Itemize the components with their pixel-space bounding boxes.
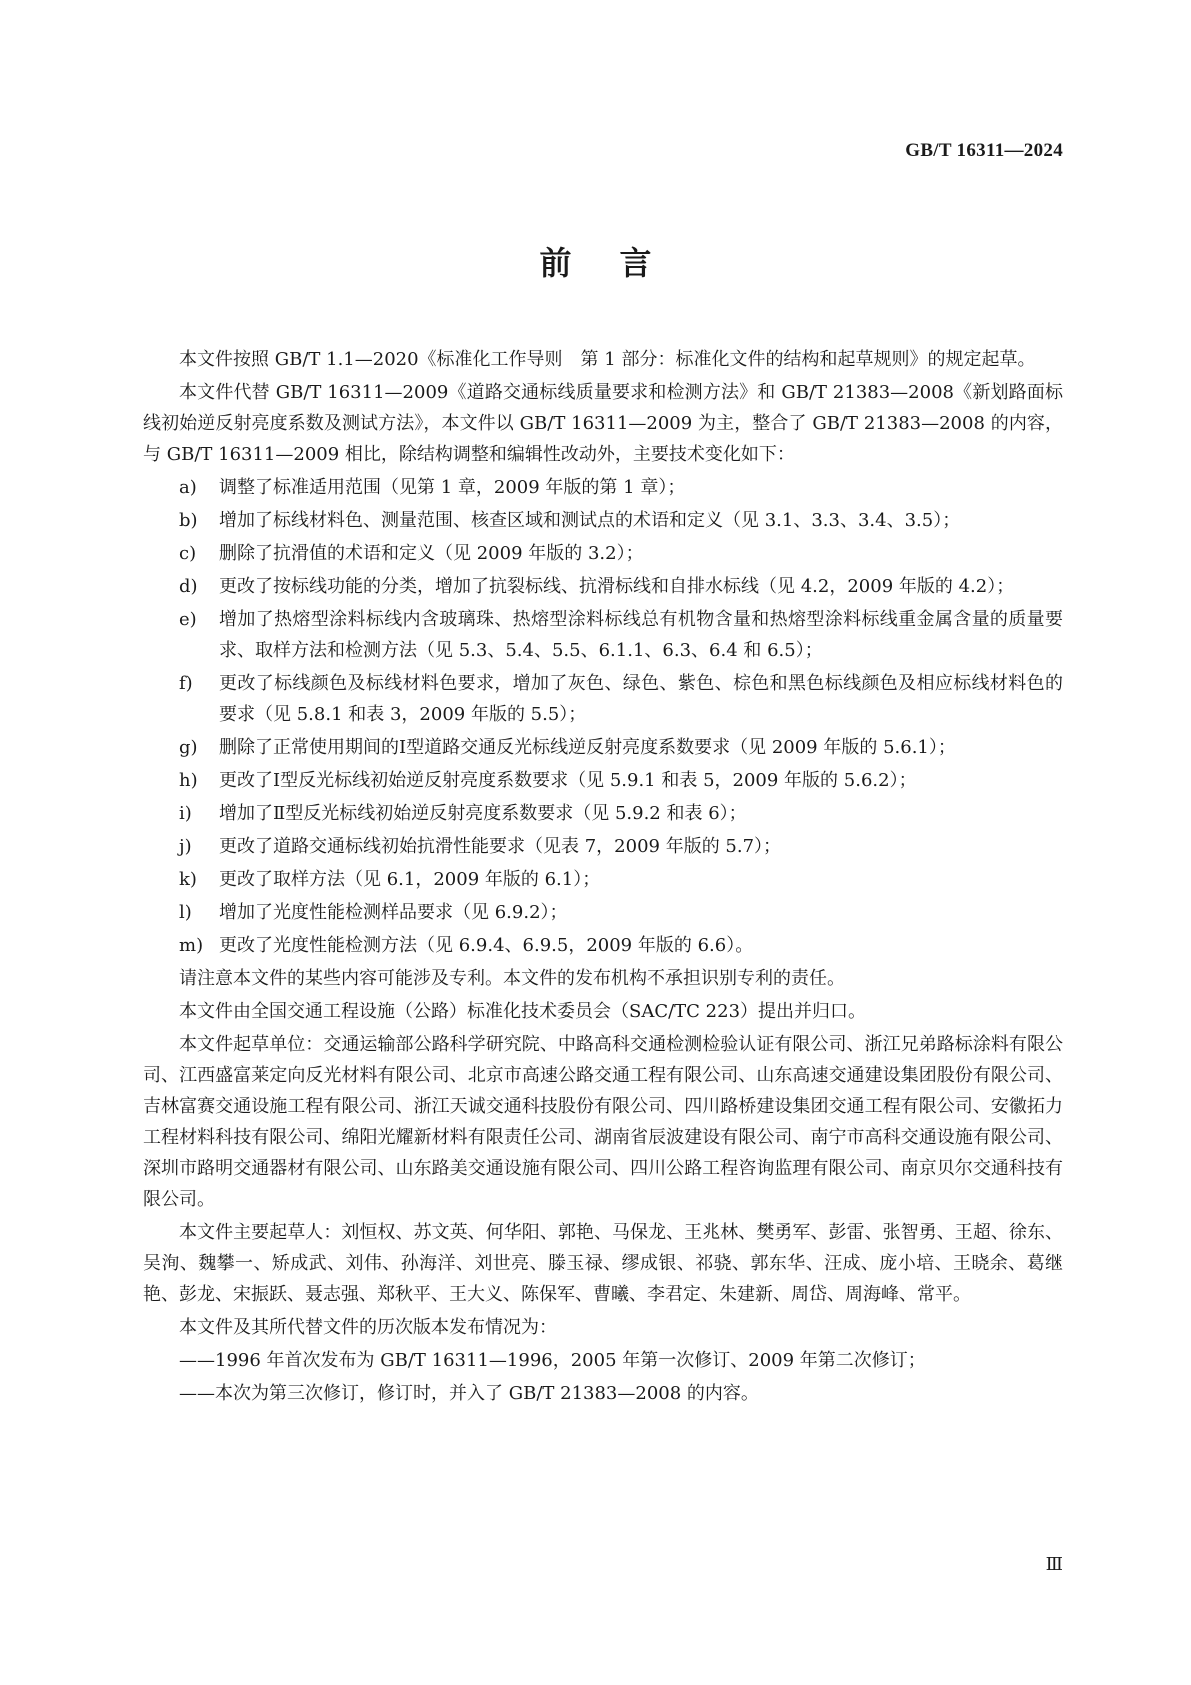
paragraph-replacement: 本文件代替 GB/T 16311—2009《道路交通标线质量要求和检测方法》和 GB/T 21383—2008《新划路面标线初始逆反射亮度系数及测试方法》，本文件以 GB/T 16311—2009 为主，整合了 GB/T 21383—2008 的内容，与 GB/T 16311—2009 相比，除结构调整和编辑性改动外，主要技术变化如下： [143,382,1063,465]
list-marker: c) [179,543,197,564]
list-item [143,930,1063,961]
list-item [143,668,1063,730]
list-marker: h) [179,770,198,791]
list-marker: f) [179,673,193,694]
list-item [143,472,1063,503]
list-text: 删除了抗滑值的术语和定义（见 2009 年版的 3.2）； [219,543,644,564]
list-text: 更改了取样方法（见 6.1，2009 年版的 6.1）； [219,869,601,890]
list-marker: m) [179,935,204,956]
paragraph-drafting-units: 本文件起草单位：交通运输部公路科学研究院、中路高科交通检测检验认证有限公司、浙江兄弟路标涂料有限公司、江西盛富莱定向反光材料有限公司、北京市高速公路交通工程有限公司、山东高速交通建设集团股份有限公司、吉林富赛交通设施工程有限公司、浙江天诚交通科技股份有限公司、四川路桥建设集团交通工程有限公司、安徽拓力工程材料科技有限公司、绵阳光耀新材料有限责任公司、湖南省辰波建设有限公司、南宁市高科交通设施有限公司、深圳市路明交通器材有限公司、山东路美交通设施有限公司、四川公路工程咨询监理有限公司、南京贝尔交通科技有限公司。 [143,1034,1063,1210]
paragraph-drafters: 本文件主要起草人：刘恒权、苏文英、何华阳、郭艳、马保龙、王兆林、樊勇军、彭雷、张智勇、王超、徐东、吴洵、魏攀一、矫成武、刘伟、孙海洋、刘世亮、滕玉禄、缪成银、祁骁、郭东华、汪成、庞小培、王晓余、葛继艳、彭龙、宋振跃、聂志强、郑秋平、王大义、陈保军、曹曦、李君定、朱建新、周岱、周海峰、常平。 [143,1222,1063,1305]
list-item [143,897,1063,928]
paragraph-committee: 本文件由全国交通工程设施（公路）标准化技术委员会（SAC/TC 223）提出并归口。 [179,1001,867,1022]
history-item: ——本次为第三次修订，修订时，并入了 GB/T 21383—2008 的内容。 [179,1383,759,1404]
list-marker: a) [179,477,197,498]
list-item [143,505,1063,536]
page-number: Ⅲ [1045,1554,1063,1574]
paragraph-patent-notice: 请注意本文件的某些内容可能涉及专利。本文件的发布机构不承担识别专利的责任。 [179,968,845,989]
list-text: 删除了正常使用期间的Ⅰ型道路交通反光标线逆反射亮度系数要求（见 2009 年版的 5.6.1）； [219,737,956,758]
list-text: 增加了热熔型涂料标线内含玻璃珠、热熔型涂料标线总有机物含量和热熔型涂料标线重金属含量的质量要求、取样方法和检测方法（见 5.3、5.4、5.5、6.1.1、6.3、6.4 和 6.5）； [219,609,1063,661]
list-marker: b) [179,510,198,531]
list-text: 更改了Ⅰ型反光标线初始逆反射亮度系数要求（见 5.9.1 和表 5，2009 年版的 5.6.2）； [219,770,917,791]
list-text: 增加了Ⅱ型反光标线初始逆反射亮度系数要求（见 5.9.2 和表 6）； [219,803,747,824]
list-marker: d) [179,576,198,597]
list-text: 增加了光度性能检测样品要求（见 6.9.2）； [219,902,568,923]
list-marker: l) [179,902,192,923]
list-text: 更改了按标线功能的分类，增加了抗裂标线、抗滑标线和自排水标线（见 4.2，2009 年版的 4.2）； [219,576,1015,597]
list-marker: e) [179,609,197,630]
list-item [143,732,1063,763]
list-item [143,765,1063,796]
history-item: ——1996 年首次发布为 GB/T 16311—1996，2005 年第一次修订、2009 年第二次修订； [179,1350,926,1371]
list-marker: j) [179,836,192,857]
list-text: 增加了标线材料色、测量范围、核查区域和测试点的术语和定义（见 3.1、3.3、3.4、3.5）； [219,510,961,531]
list-marker: g) [179,737,198,758]
list-item [143,831,1063,862]
paragraph-drafting-rules: 本文件按照 GB/T 1.1—2020《标准化工作导则 第 1 部分：标准化文件的结构和起草规则》的规定起草。 [179,349,1036,370]
list-item [143,798,1063,829]
list-item [143,604,1063,666]
list-marker: k) [179,869,197,890]
list-text: 更改了光度性能检测方法（见 6.9.4、6.9.5，2009 年版的 6.6）。 [219,935,754,956]
list-item [143,571,1063,602]
paragraph-history-intro: 本文件及其所代替文件的历次版本发布情况为： [179,1317,557,1338]
list-marker: i) [179,803,192,824]
list-text: 更改了道路交通标线初始抗滑性能要求（见表 7，2009 年版的 5.7）； [219,836,782,857]
document-body [143,344,1063,1411]
list-item [143,864,1063,895]
list-text: 调整了标准适用范围（见第 1 章，2009 年版的第 1 章）； [219,477,686,498]
standard-code: GB/T 16311—2024 [905,140,1063,161]
list-item [143,538,1063,569]
page-title: 前言 [539,244,700,282]
list-text: 更改了标线颜色及标线材料色要求，增加了灰色、绿色、紫色、棕色和黑色标线颜色及相应标线材料色的要求（见 5.8.1 和表 3，2009 年版的 5.5）； [219,673,1063,725]
